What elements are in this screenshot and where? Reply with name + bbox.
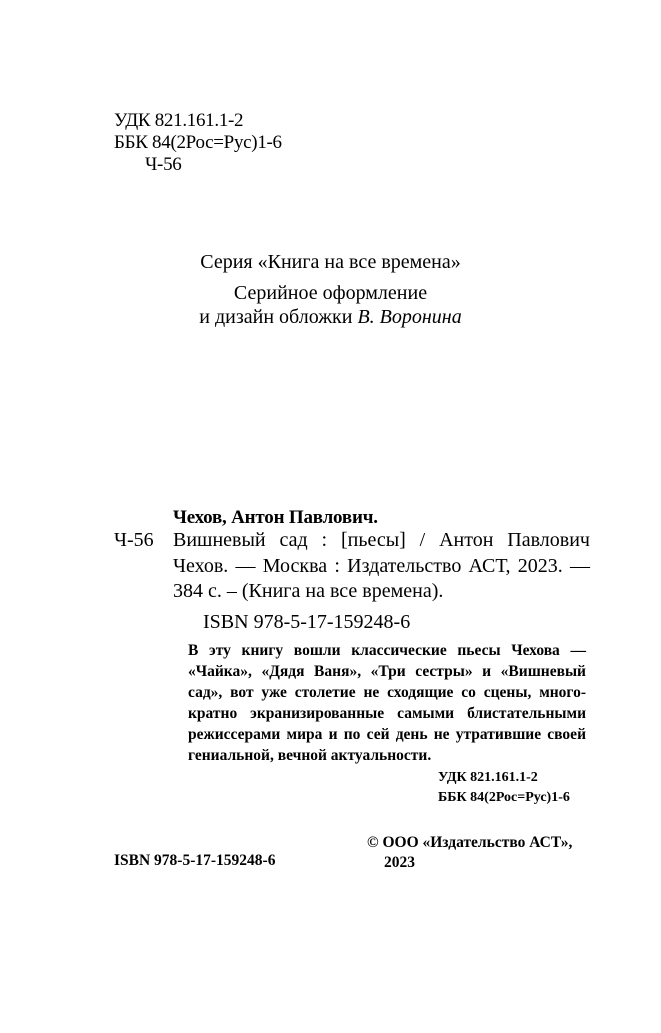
annotation-line: В эту книгу вошли классические пьесы Чехова —: [188, 642, 586, 659]
author-mark: Ч-56: [145, 154, 182, 175]
copyright-line1: © ООО «Издательство АСТ»,: [367, 834, 573, 851]
designer-name: В. Воронина: [357, 306, 462, 328]
biblio-line-1: Вишневый сад : [пьесы] / Антон Павлович: [173, 529, 590, 551]
bbk-code-bottom: ББК 84(2Рос=Рус)1-6: [438, 790, 570, 805]
udk-code: УДК 821.161.1-2: [114, 110, 244, 131]
annotation-line: сад», вот уже столетие не сходящие со сцены, много-: [188, 684, 586, 701]
author-heading: Чехов, Антон Павлович.: [173, 507, 378, 528]
annotation-line: кратно экранизированные самыми блистательными: [188, 705, 586, 722]
isbn-record: ISBN 978-5-17-159248-6: [203, 611, 411, 633]
copyright-line2: 2023: [384, 854, 415, 871]
design-credit-line2: [0, 304, 661, 330]
annotation: [188, 640, 586, 766]
isbn-footer: ISBN 978-5-17-159248-6: [114, 852, 276, 869]
biblio-line-2: Чехов. — Москва : Издательство АСТ, 2023. —: [173, 555, 590, 577]
biblio-line-3: 384 с. – (Книга на все времена).: [173, 580, 444, 602]
udk-code-bottom: УДК 821.161.1-2: [438, 770, 538, 785]
design-credit-line1: Серийное оформление: [233, 282, 428, 304]
bbk-code: ББК 84(2Рос=Рус)1-6: [114, 132, 282, 153]
annotation-line: гениальной, вечной актуальности.: [188, 747, 432, 764]
author-mark-record: Ч-56: [114, 529, 154, 551]
series-title: Серия «Книга на все времена»: [200, 251, 461, 273]
annotation-line: «Чайка», «Дядя Ваня», «Три сестры» и «Вишневый: [188, 663, 586, 680]
annotation-line: режиссерами мира и по сей день не утратившие своей: [188, 726, 586, 743]
design-credit-prefix: и дизайн обложки: [199, 306, 358, 328]
